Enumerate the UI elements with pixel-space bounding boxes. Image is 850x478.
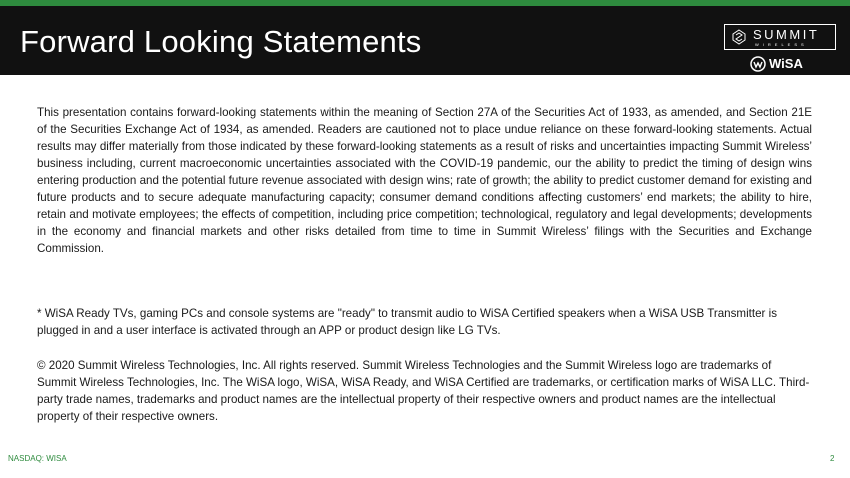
copyright-notice: © 2020 Summit Wireless Technologies, Inc. All rights reserved. Summit Wireless Technologies and the Summit Wireless logo are trademarks of Summit Wireless Technologies, Inc. The WiSA logo, WiSA, WiSA Ready, and WiSA Certified are trademarks, or certification marks of WiSA LLC. Third-party trade names, trademarks and product names are the intellectual property of their respective owners and product names are the intellectual property of their respective owners. [37, 359, 810, 423]
footer-ticker: NASDAQ: WISA [8, 454, 67, 463]
summit-logo-word: SUMMIT [753, 27, 820, 42]
page-number: 2 [830, 454, 835, 463]
summit-logo-subword: WIRELESS [755, 42, 808, 47]
slide-header [0, 6, 850, 75]
slide-title: Forward Looking Statements [20, 24, 422, 59]
summit-emblem-icon [731, 29, 747, 45]
forward-looking-paragraph: This presentation contains forward-looking statements within the meaning of Section 27A of the Securities Act of 1933, as amended, and Section 21E of the Securities Exchange Act of 1934, as amended. Readers are cautioned not to place undue reliance on these forward-looking statements. Actual results may differ materially from those indicated by these forward-looking statements as a result of risks and uncertainties impacting Summit Wireless’ business including, current macroeconomic uncertainties associated with the COVID-19 pandemic, our the ability to predict the timing of design wins entering production and the potential future revenue associated with design wins; rate of growth; the ability to predict customer demand for existing and future products and to secure adequate manufacturing capacity; consumer demand conditions affecting customers’ end markets; the ability to hire, retain and motivate employees; the effects of competition, including price competition; technological, regulatory and legal developments; developments in the economy and financial markets and other risks detailed from time to time in Summit Wireless’ filings with the Securities and Exchange Commission. [37, 106, 812, 255]
wisa-logo-word: WiSA [769, 56, 803, 71]
wisa-ready-footnote: * WiSA Ready TVs, gaming PCs and console systems are "ready" to transmit audio to WiSA Certified speakers when a WiSA USB Transmitter is plugged in and a user interface is activated through an APP or product design like LG TVs. [37, 307, 778, 337]
wisa-emblem-icon [750, 56, 766, 72]
summit-wireless-logo [724, 24, 836, 50]
